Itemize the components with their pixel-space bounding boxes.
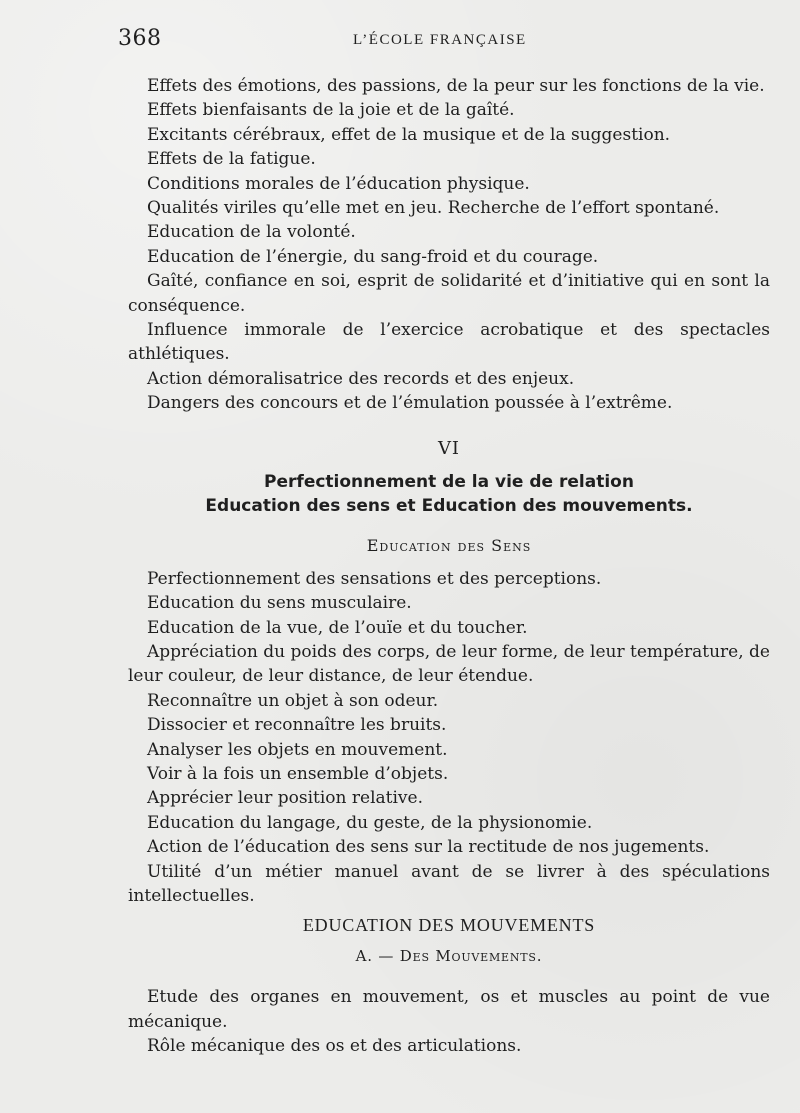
list-item: Education du sens musculaire. — [147, 593, 412, 614]
paragraph: Action démoralisatrice des records et des enjeux. — [147, 368, 575, 389]
page-content — [128, 74, 770, 1059]
list-item: Education de la vue, de l’ouïe et du toucher. — [147, 617, 528, 638]
paragraph: Influence immorale de l’exercice acrobatique et des spectacles athlétiques. — [128, 320, 770, 365]
page-number: 368 — [118, 26, 162, 51]
paragraph: Education de la volonté. — [147, 222, 356, 243]
list-item: Action de l’éducation des sens sur la rectitude de nos jugements. — [147, 837, 710, 858]
list-item: Reconnaître un objet à son odeur. — [147, 690, 439, 711]
section-title-line-2: Education des sens et Education des mouvements. — [205, 495, 693, 516]
list-item: Voir à la fois un ensemble d’objets. — [147, 763, 449, 784]
list-item: Analyser les objets en mouvement. — [147, 739, 448, 760]
running-head: L’ÉCOLE FRANÇAISE — [353, 32, 527, 48]
list-item: Dissocier et reconnaître les bruits. — [147, 715, 447, 736]
section-title-line-1: Perfectionnement de la vie de relation — [264, 471, 634, 492]
page-header — [118, 26, 770, 54]
paragraph: Effets bienfaisants de la joie et de la gaîté. — [147, 100, 515, 121]
paragraph: Qualités viriles qu’elle met en jeu. Recherche de l’effort spontané. — [147, 198, 720, 219]
list-item: Utilité d’un métier manuel avant de se livrer à des spéculations intellectuelles. — [128, 861, 770, 906]
list-item: Etude des organes en mouvement, os et muscles au point de vue mécanique. — [128, 987, 770, 1032]
paragraph: Excitants cérébraux, effet de la musique et de la suggestion. — [147, 124, 671, 145]
education-sens-heading: Education des Sens — [366, 535, 532, 555]
list-item: Rôle mécanique des os et des articulations. — [147, 1036, 522, 1057]
paragraph: Effets de la fatigue. — [147, 149, 316, 170]
education-mouvements-heading: EDUCATION DES MOUVEMENTS — [302, 915, 596, 936]
paragraph: Education de l’énergie, du sang-froid et du courage. — [147, 246, 599, 267]
list-item: Perfectionnement des sensations et des perceptions. — [147, 568, 602, 589]
section-number: VI — [437, 437, 461, 459]
list-item: Appréciation du poids des corps, de leur forme, de leur température, de leur couleur, de leur distance, de leur étendue. — [128, 641, 770, 687]
list-item: Apprécier leur position relative. — [147, 788, 423, 809]
list-item: Education du langage, du geste, de la physionomie. — [147, 812, 593, 833]
paragraph: Effets des émotions, des passions, de la peur sur les fonctions de la vie. — [147, 76, 765, 96]
paragraph: Dangers des concours et de l’émulation poussée à l’extrême. — [147, 393, 673, 414]
mouvements-subheading: A. — Des Mouvements. — [355, 947, 543, 966]
paragraph: Conditions morales de l’éducation physique. — [147, 173, 530, 194]
paragraph: Gaîté, confiance en soi, esprit de solidarité et d’initiative qui en sont la conséquence. — [128, 271, 770, 316]
